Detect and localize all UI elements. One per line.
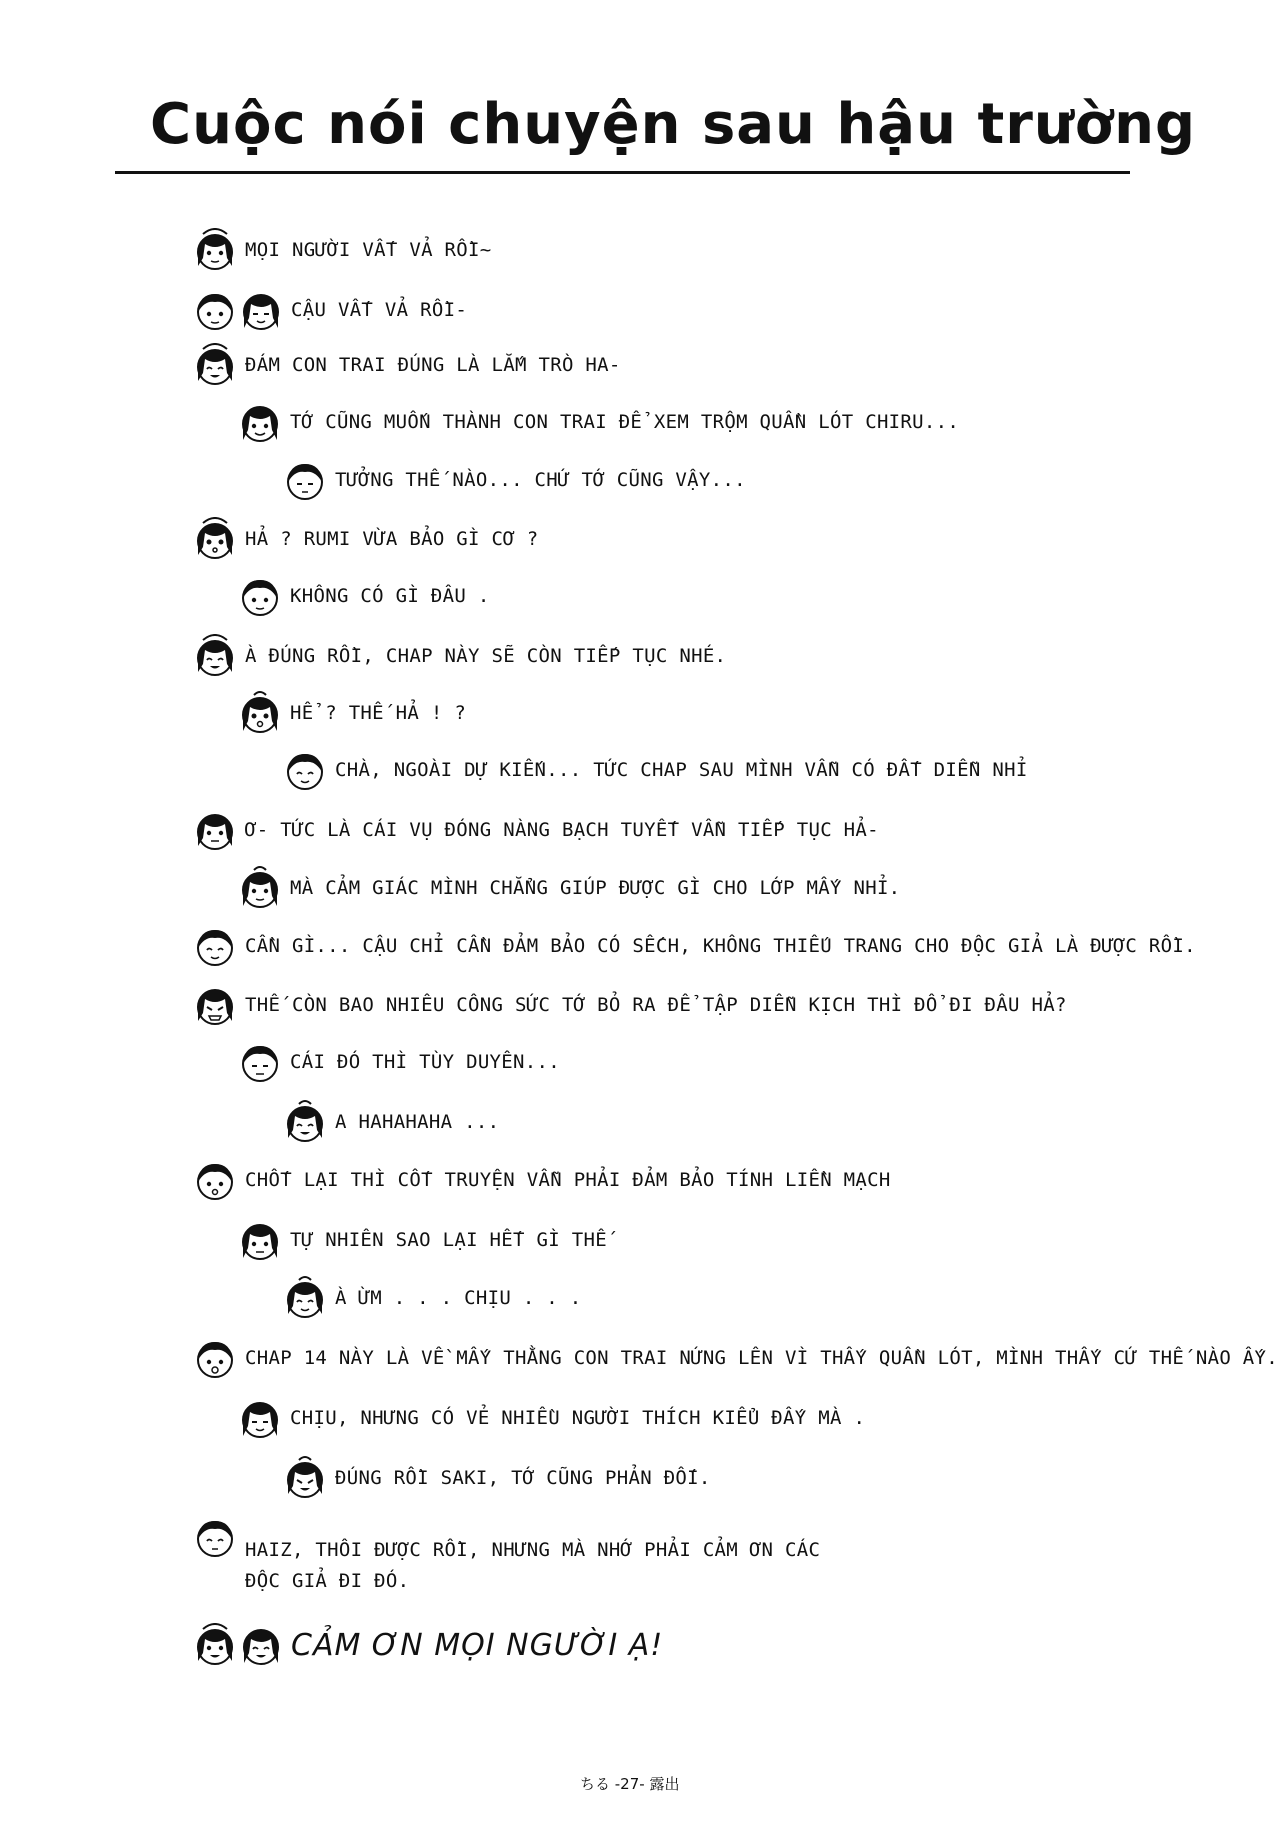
dialogue-text: À ỪM . . . CHỊU . . .	[335, 1286, 582, 1309]
girl-face-icon	[285, 1456, 325, 1500]
girl-face-icon	[240, 691, 280, 735]
dialogue-text: CHÀ, NGOÀI DỰ KIẾN... TỨC CHAP SAU MÌNH VẪN CÓ ĐẤT DIỄN NHỈ	[335, 758, 1028, 781]
dialogue-line	[240, 866, 900, 910]
dialogue-line	[195, 1623, 663, 1667]
page-title: Cuộc nói chuyện sau hậu trường	[150, 92, 1197, 157]
girl-face-icon	[240, 1040, 280, 1084]
dialogue-line	[195, 634, 726, 678]
dialogue-line	[240, 1218, 607, 1262]
title-divider	[115, 171, 1130, 174]
dialogue-text: CHỊU, NHƯNG CÓ VẺ NHIỀU NGƯỜI THÍCH KIỂU ĐẤY MÀ .	[290, 1406, 866, 1429]
dialogue-text: CÁI ĐÓ THÌ TÙY DUYÊN...	[290, 1050, 560, 1073]
girl-face-icon	[195, 228, 235, 272]
dialogue-line	[195, 808, 879, 852]
dialogue-text: TỚ CŨNG MUỐN THÀNH CON TRAI ĐỂ XEM TRỘM QUẦN LÓT CHIRU...	[290, 410, 960, 433]
dialogue-text: TƯỞNG THẾ NÀO... CHỨ TỚ CŨNG VẬY...	[335, 468, 746, 491]
girl-face-icon	[240, 574, 280, 618]
dialogue-text: HỂ ? THẾ HẢ ! ?	[290, 701, 467, 724]
dialogue-line	[195, 343, 621, 387]
dialogue-line	[285, 1100, 499, 1144]
dialogue-text: Ơ- TỨC LÀ CÁI VỤ ĐÓNG NÀNG BẠCH TUYẾT VẪN TIẾP TỤC HẢ-	[245, 818, 879, 841]
dialogue-line	[195, 228, 492, 272]
girl-face-icon	[195, 1515, 235, 1559]
girl-face-icon	[195, 288, 235, 332]
dialogue-line	[240, 691, 466, 735]
girl-face-icon	[240, 1396, 280, 1440]
girl-face-icon	[285, 1276, 325, 1320]
girl-face-icon	[195, 983, 235, 1027]
dialogue-text: HAIZ, THÔI ĐƯỢC RỒI, NHƯNG MÀ NHỚ PHẢI CẢM ƠN CÁC ĐỘC GIẢ ĐI ĐÓ.	[245, 1539, 821, 1592]
girl-face-icon	[195, 1158, 235, 1202]
girl-face-icon	[195, 1336, 235, 1380]
dialogue-text: A HAHAHAHA ...	[335, 1110, 500, 1133]
dialogue-text: MỌI NGƯỜI VẤT VẢ RỒI~	[245, 238, 492, 261]
dialogue-line	[195, 1515, 865, 1597]
dialogue-line	[195, 924, 1196, 968]
dialogue-line	[195, 517, 538, 561]
girl-face-icon	[241, 288, 281, 332]
dialogue-text: THẾ CÒN BAO NHIÊU CÔNG SỨC TỚ BỎ RA ĐỂ TẬP DIỄN KỊCH THÌ ĐỔ ĐI ĐÂU HẢ?	[245, 993, 1067, 1016]
dialogue-text: CẢM ƠN MỌI NGƯỜI Ạ!	[291, 1627, 664, 1663]
girl-face-icon	[195, 517, 235, 561]
dialogue-line	[195, 1336, 1278, 1380]
page-footer: ちる -27- 露出	[580, 1775, 680, 1793]
dialogue-text: TỰ NHIÊN SAO LẠI HẾT GÌ THẾ	[290, 1228, 607, 1251]
dialogue-line	[285, 458, 746, 502]
girl-face-icon	[195, 634, 235, 678]
dialogue-line	[240, 1396, 865, 1440]
girl-face-icon	[240, 866, 280, 910]
dialogue-text: CHỐT LẠI THÌ CỐT TRUYỆN VẪN PHẢI ĐẢM BẢO TÍNH LIỀN MẠCH	[245, 1168, 891, 1191]
dialogue-text: ĐÚNG RỒI SAKI, TỚ CŨNG PHẢN ĐỐI.	[335, 1466, 711, 1489]
dialogue-line	[240, 574, 490, 618]
dialogue-text: MÀ CẢM GIÁC MÌNH CHẲNG GIÚP ĐƯỢC GÌ CHO LỚP MẤY NHỈ.	[290, 876, 901, 899]
girl-face-icon	[195, 924, 235, 968]
girl-face-icon	[241, 1623, 281, 1667]
girl-face-icon	[285, 458, 325, 502]
dialogue-line	[285, 748, 1028, 792]
girl-face-icon	[240, 1218, 280, 1262]
dialogue-text: CẦN GÌ... CẬU CHỈ CẦN ĐẢM BẢO CÓ SẾCH, KHÔNG THIẾU TRANG CHO ĐỘC GIẢ LÀ ĐƯỢC RỒI.	[245, 934, 1196, 957]
dialogue-line	[195, 983, 1067, 1027]
dialogue-line	[240, 400, 959, 444]
girl-face-icon	[195, 1623, 235, 1667]
dialogue-text: KHÔNG CÓ GÌ ĐÂU .	[290, 584, 490, 607]
dialogue-text: ĐÁM CON TRAI ĐÚNG LÀ LẮM TRÒ HA-	[245, 353, 621, 376]
dialogue-text: À ĐÚNG RỒI, CHAP NÀY SẼ CÒN TIẾP TỤC NHÉ.	[245, 644, 727, 667]
girl-face-icon	[195, 343, 235, 387]
dialogue-line	[240, 1040, 560, 1084]
dialogue-line	[285, 1276, 582, 1320]
girl-face-icon	[285, 1100, 325, 1144]
girl-face-icon	[195, 808, 235, 852]
dialogue-text: CHAP 14 NÀY LÀ VỀ MẤY THẰNG CON TRAI NỨNG LÊN VÌ THẤY QUẦN LÓT, MÌNH THẤY CỨ THẾ NÀO ẤY.	[245, 1346, 1279, 1369]
girl-face-icon	[240, 400, 280, 444]
dialogue-text: CẬU VẤT VẢ RỒI-	[291, 298, 468, 321]
girl-face-icon	[285, 748, 325, 792]
dialogue-line	[195, 1158, 891, 1202]
dialogue-line	[195, 288, 467, 332]
dialogue-text: HẢ ? RUMI VỪA BẢO GÌ CƠ ?	[245, 527, 539, 550]
dialogue-line	[285, 1456, 711, 1500]
